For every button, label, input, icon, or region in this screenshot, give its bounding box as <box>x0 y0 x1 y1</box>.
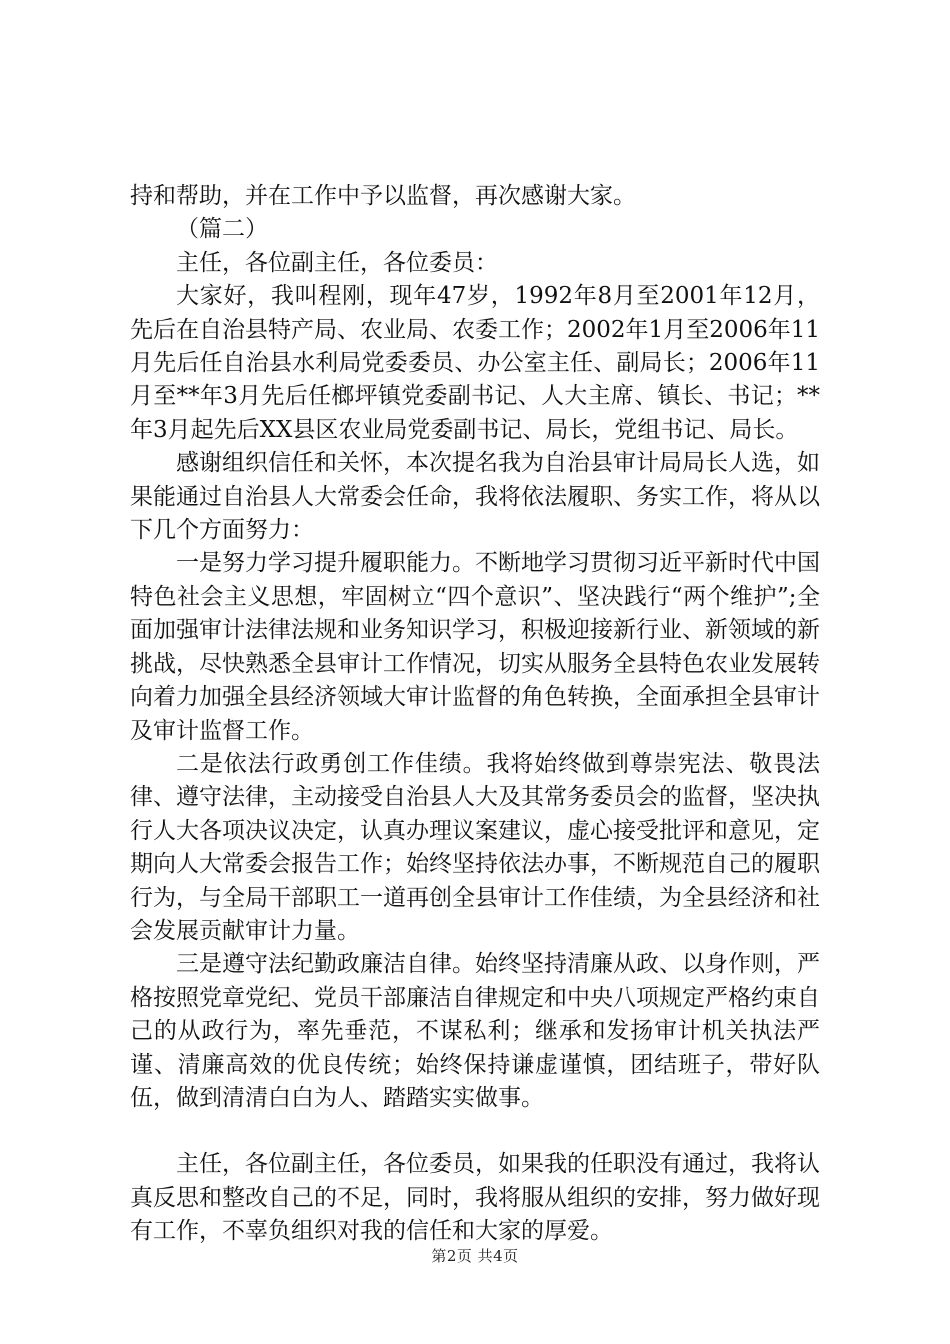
salutation: 主任，各位副主任，各位委员： <box>176 249 498 276</box>
paragraph-spacer <box>130 1115 820 1148</box>
page-footer <box>0 1245 950 1266</box>
paragraph-point-two: 二是依法行政勇创工作佳绩。我将始终做到尊崇宪法、敬畏法律、遵守法律，主动接受自治县人大及其常务委员会的监督，坚决执行人大各项决议决定，认真办理议案建议，虚心接受批评和意见，定期向人大常委会报告工作；始终坚持依法办事，不断规范自己的履职行为，与全局干部职工一道再创全县审计工作佳绩，为全县经济和社会发展贡献审计力量。 <box>130 750 820 944</box>
paragraph-gratitude: 感谢组织信任和关怀，本次提名我为自治县审计局局长人选，如果能通过自治县人大常委会任命，我将依法履职、务实工作，将从以下几个方面努力： <box>130 450 820 544</box>
document-body <box>130 180 820 1249</box>
section-title: （篇二） <box>176 216 268 243</box>
paragraph-point-one: 一是努力学习提升履职能力。不断地学习贯彻习近平新时代中国特色社会主义思想，牢固树立“四个意识”、坚决践行“两个维护”;全面加强审计法律法规和业务知识学习，积极迎接新行业、新领域的新挑战，尽快熟悉全县审计工作情况，切实从服务全县特色农业发展转向着力加强全县经济领域大审计监督的角色转换，全面承担全县审计及审计监督工作。 <box>130 550 820 744</box>
closing-paragraph: 主任，各位副主任，各位委员，如果我的任职没有通过，我将认真反思和整改自己的不足，同时，我将服从组织的安排，努力做好现有工作，不辜负组织对我的信任和大家的厚爱。 <box>130 1151 820 1245</box>
page-number-indicator: 第2页 共4页 <box>431 1247 519 1265</box>
paragraph-self-introduction: 大家好，我叫程刚，现年47岁，1992年8月至2001年12月，先后在自治县特产局、农业局、农委工作；2002年1月至2006年11月先后任自治县水利局党委委员、办公室主任、副局长；2006年11月至**年3月先后任榔坪镇党委副书记、人大主席、镇长、书记；**年3月起先后XX县区农业局党委副书记、局长，党组书记、局长。 <box>130 283 820 443</box>
paragraph-point-three: 三是遵守法纪勤政廉洁自律。始终坚持清廉从政、以身作则，严格按照党章党纪、党员干部廉洁自律规定和中央八项规定严格约束自己的从政行为，率先垂范，不谋私利；继承和发扬审计机关执法严谨、清廉高效的优良传统；始终保持谦虚谨慎，团结班子，带好队伍，做到清清白白为人、踏踏实实做事。 <box>130 951 820 1111</box>
continued-line: 持和帮助，并在工作中予以监督，再次感谢大家。 <box>130 183 636 209</box>
